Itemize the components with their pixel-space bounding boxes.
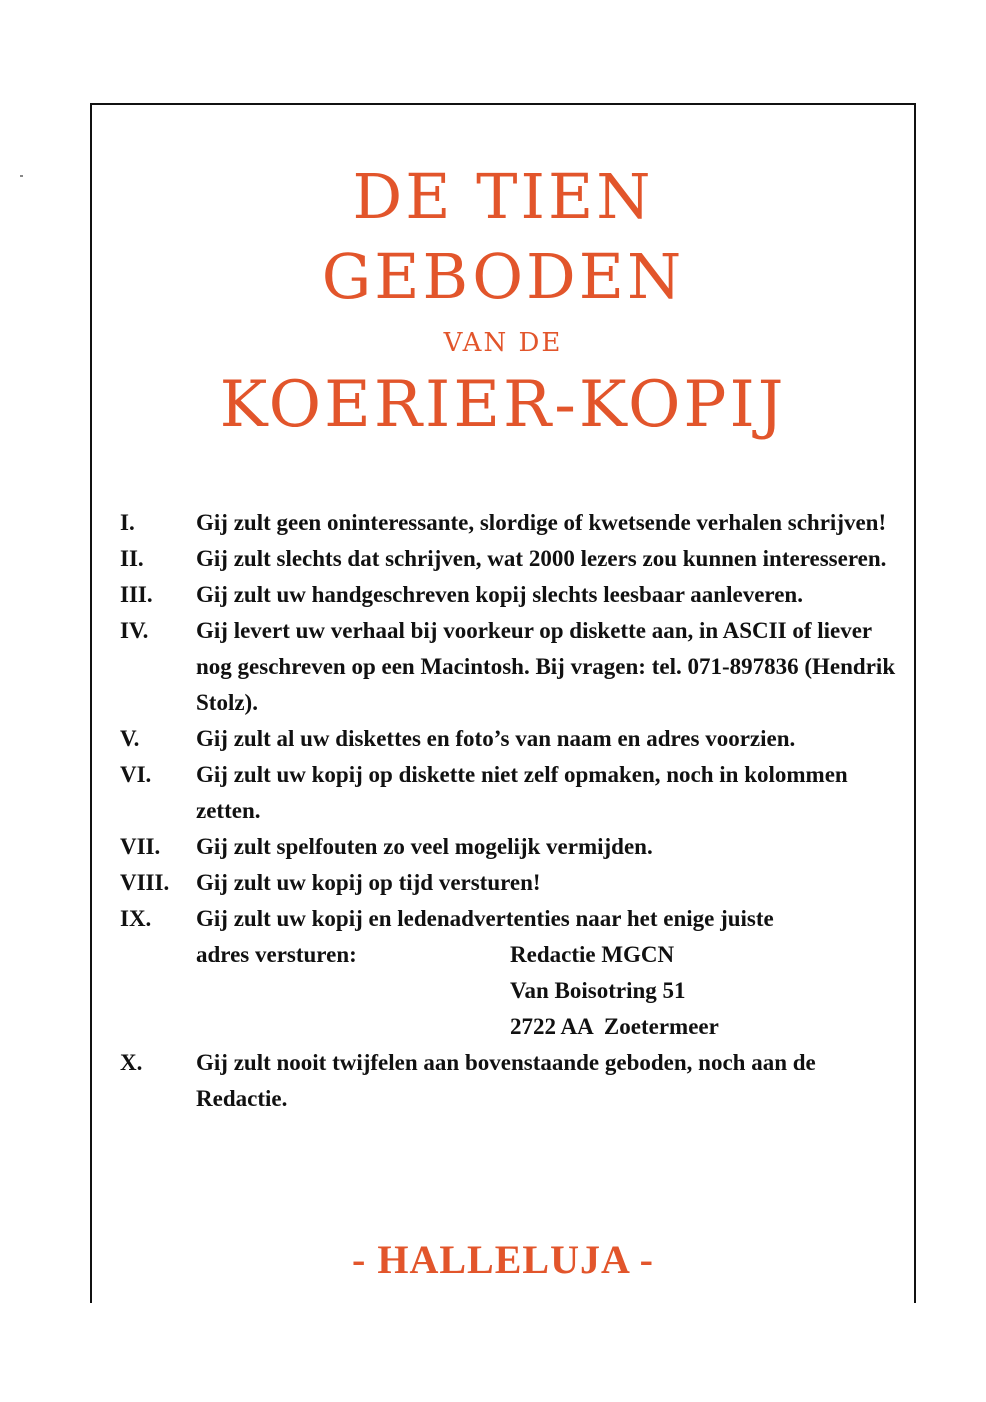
title-line-4: KOERIER-KOPIJ: [219, 368, 787, 442]
commandment-9: [120, 901, 900, 1045]
commandment-number: II.: [120, 546, 144, 571]
commandment-10: [120, 1045, 900, 1117]
closing-halleluja: - HALLELUJA -: [352, 1237, 654, 1282]
commandment-text: Gij zult geen oninteressante, slordige of kwetsende verhalen schrijven!: [196, 510, 887, 535]
commandment-number: VII.: [120, 834, 161, 859]
commandment-text: Gij zult uw handgeschreven kopij slechts leesbaar aanleveren.: [196, 582, 803, 607]
address-spacer: [196, 973, 510, 1009]
address-line-1: Redactie MGCN: [510, 942, 675, 967]
commandment-number: V.: [120, 726, 140, 751]
commandment-7: [120, 829, 900, 865]
commandment-text: Gij zult uw kopij op tijd versturen!: [196, 870, 541, 895]
commandment-number: III.: [120, 582, 153, 607]
scan-speck: [20, 175, 23, 177]
address-line-2: Van Boisotring 51: [510, 978, 686, 1003]
commandment-text-block: [196, 901, 900, 1045]
commandment-3: [120, 577, 900, 613]
commandment-1: [120, 505, 900, 541]
commandment-number: IV.: [120, 618, 149, 643]
commandment-number: X.: [120, 1050, 143, 1075]
commandment-number: VIII.: [120, 870, 170, 895]
commandment-5: [120, 721, 900, 757]
commandment-number: I.: [120, 510, 135, 535]
commandment-text: Gij zult al uw diskettes en foto’s van naam en adres voorzien.: [196, 726, 796, 751]
address-label: adres versturen:: [196, 942, 357, 967]
commandment-text: Gij zult spelfouten zo veel mogelijk vermijden.: [196, 834, 653, 859]
commandments-list: [120, 505, 900, 1117]
address-block: [196, 937, 900, 1045]
title-line-1: DE TIEN: [352, 160, 654, 233]
commandment-2: [120, 541, 900, 577]
address-line-3: 2722 AA Zoetermeer: [510, 1014, 719, 1039]
title-line-2: GEBODEN: [321, 240, 685, 313]
address-spacer: [196, 1009, 510, 1045]
commandment-text: Gij zult slechts dat schrijven, wat 2000 lezers zou kunnen interesseren.: [196, 546, 887, 571]
commandment-number: IX.: [120, 906, 152, 931]
commandment-text: Gij zult uw kopij op diskette niet zelf opmaken, noch in kolommen zetten.: [196, 762, 848, 823]
commandment-number: VI.: [120, 762, 152, 787]
commandment-text: Gij zult uw kopij en ledenadvertenties naar het enige juiste: [196, 906, 774, 931]
commandment-6: [120, 757, 900, 829]
commandment-text: Gij zult nooit twijfelen aan bovenstaande geboden, noch aan de Redactie.: [196, 1050, 816, 1111]
commandment-8: [120, 865, 900, 901]
commandment-text: Gij levert uw verhaal bij voorkeur op diskette aan, in ASCII of liever nog geschreven op een Macintosh. Bij vragen: tel. 071-897836 (Hendrik Stolz).: [196, 618, 896, 715]
commandment-4: [120, 613, 900, 721]
title-line-3: VAN DE: [443, 328, 563, 358]
